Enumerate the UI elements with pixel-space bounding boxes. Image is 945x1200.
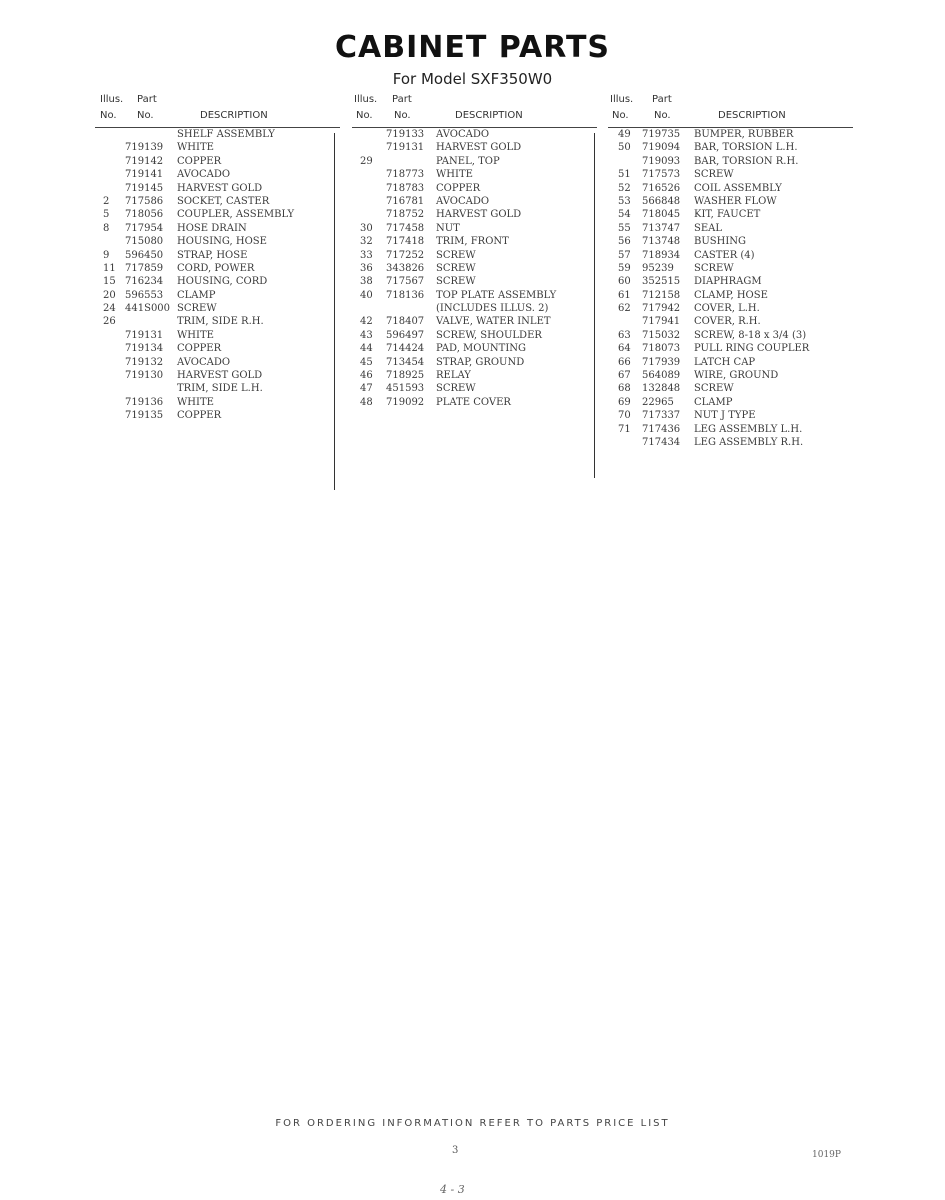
part-description: SCREW bbox=[436, 249, 476, 261]
illus-number: 26 bbox=[103, 316, 116, 328]
part-description: SCREW, SHOULDER bbox=[436, 329, 542, 341]
part-description: KIT, FAUCET bbox=[694, 209, 761, 221]
part-number: 718056 bbox=[125, 209, 164, 221]
part-number: 718925 bbox=[386, 370, 425, 382]
part-description: LATCH CAP bbox=[694, 356, 756, 368]
column-divider bbox=[334, 133, 335, 490]
ordering-note: FOR ORDERING INFORMATION REFER TO PARTS PRICE LIST bbox=[275, 1118, 670, 1129]
part-number: 717337 bbox=[642, 410, 681, 422]
illus-number: 49 bbox=[618, 129, 631, 140]
illus-number: 59 bbox=[618, 262, 631, 274]
part-label: Part bbox=[392, 94, 412, 105]
part-description: (INCLUDES ILLUS. 2) bbox=[436, 303, 549, 315]
model-subtitle: For Model SXF350W0 bbox=[392, 70, 553, 88]
illus-number: 43 bbox=[360, 329, 373, 341]
illus-number: 66 bbox=[618, 356, 631, 368]
part-description: PULL RING COUPLER bbox=[694, 343, 810, 355]
part-description: WHITE bbox=[177, 396, 214, 408]
part-number: 717859 bbox=[125, 262, 164, 274]
part-description: CORD, POWER bbox=[177, 262, 255, 274]
illus-number: 60 bbox=[618, 276, 631, 288]
part-description: COVER, L.H. bbox=[694, 303, 760, 315]
illus-number: 20 bbox=[103, 289, 116, 301]
part-number: 719136 bbox=[125, 396, 164, 408]
illus-number: 64 bbox=[618, 343, 631, 355]
part-number: 713454 bbox=[386, 356, 425, 368]
part-description: AVOCADO bbox=[436, 129, 490, 140]
part-description: WHITE bbox=[177, 142, 214, 154]
description-label: DESCRIPTION bbox=[718, 110, 786, 121]
document-code: 1019P bbox=[812, 1150, 841, 1160]
illus-number: 33 bbox=[360, 249, 373, 261]
part-description: WHITE bbox=[177, 329, 214, 341]
part-number: 717418 bbox=[386, 236, 425, 248]
part-number: 718783 bbox=[386, 182, 425, 194]
part-number: 719093 bbox=[642, 155, 681, 167]
part-number: 719131 bbox=[386, 142, 425, 154]
part-description: TRIM, SIDE R.H. bbox=[177, 316, 264, 328]
part-number: 719134 bbox=[125, 343, 164, 355]
header-rule bbox=[95, 127, 340, 128]
illus-number: 36 bbox=[360, 262, 373, 274]
part-number: 717436 bbox=[642, 423, 681, 435]
part-description: HARVEST GOLD bbox=[436, 142, 522, 154]
part-number: 717573 bbox=[642, 169, 681, 181]
illus-number: 38 bbox=[360, 276, 373, 288]
part-number: 718136 bbox=[386, 289, 425, 301]
illus-number: 42 bbox=[360, 316, 373, 328]
part-number: 719139 bbox=[125, 142, 164, 154]
part-description: SHELF ASSEMBLY bbox=[177, 129, 275, 140]
part-description: BUSHING bbox=[694, 236, 747, 248]
illus-number: 67 bbox=[618, 370, 631, 382]
part-number: 717941 bbox=[642, 316, 681, 328]
part-number: 713747 bbox=[642, 222, 681, 234]
page-number: 3 bbox=[452, 1145, 459, 1156]
column-divider bbox=[594, 133, 595, 478]
part-description: WHITE bbox=[436, 169, 473, 181]
part-number: 717942 bbox=[642, 303, 681, 315]
part-description: COIL ASSEMBLY bbox=[694, 182, 782, 194]
description-label: DESCRIPTION bbox=[200, 110, 268, 121]
illus-no-label: No. bbox=[356, 110, 373, 121]
part-number: 132848 bbox=[642, 383, 681, 395]
illus-number: 5 bbox=[103, 209, 110, 221]
part-description: NUT bbox=[436, 222, 460, 234]
part-description: COPPER bbox=[177, 155, 222, 167]
part-no-label: No. bbox=[394, 110, 411, 121]
part-description: SCREW bbox=[694, 383, 734, 395]
part-number: 719092 bbox=[386, 396, 425, 408]
part-number: 719135 bbox=[125, 410, 164, 422]
part-number: 717434 bbox=[642, 436, 681, 448]
illus-number: 61 bbox=[618, 289, 631, 301]
part-description: RELAY bbox=[436, 370, 471, 382]
illus-number: 50 bbox=[618, 142, 631, 154]
illus-no-label: No. bbox=[612, 110, 629, 121]
illus-label: Illus. bbox=[610, 94, 634, 105]
part-number: 717954 bbox=[125, 222, 164, 234]
illus-number: 63 bbox=[618, 329, 631, 341]
part-description: WASHER FLOW bbox=[694, 195, 777, 207]
handwritten-note: 4 - 3 bbox=[440, 1183, 465, 1196]
illus-number: 55 bbox=[618, 222, 631, 234]
part-number: 596497 bbox=[386, 329, 425, 341]
illus-number: 30 bbox=[360, 222, 373, 234]
part-number: 718073 bbox=[642, 343, 681, 355]
part-description: COPPER bbox=[436, 182, 481, 194]
illus-number: 44 bbox=[360, 343, 373, 355]
illus-number: 68 bbox=[618, 383, 631, 395]
part-description: SCREW bbox=[177, 303, 217, 315]
illus-number: 47 bbox=[360, 383, 373, 395]
part-description: AVOCADO bbox=[436, 195, 490, 207]
header-rule bbox=[608, 127, 853, 128]
part-no-label: No. bbox=[137, 110, 154, 121]
part-description: STRAP, HOSE bbox=[177, 249, 248, 261]
header-rule bbox=[352, 127, 597, 128]
part-description: PLATE COVER bbox=[436, 396, 511, 408]
part-description: SCREW bbox=[694, 262, 734, 274]
part-description: AVOCADO bbox=[177, 169, 231, 181]
part-description: BUMPER, RUBBER bbox=[694, 129, 794, 140]
part-description: HARVEST GOLD bbox=[177, 182, 263, 194]
part-description: VALVE, WATER INLET bbox=[436, 316, 551, 328]
part-description: TOP PLATE ASSEMBLY bbox=[436, 289, 557, 301]
illus-number: 32 bbox=[360, 236, 373, 248]
part-number: 717586 bbox=[125, 195, 164, 207]
part-number: 718752 bbox=[386, 209, 425, 221]
part-number: 719133 bbox=[386, 129, 425, 140]
part-description: HOUSING, CORD bbox=[177, 276, 268, 288]
part-description: PANEL, TOP bbox=[436, 155, 500, 167]
part-number: 566848 bbox=[642, 195, 681, 207]
part-number: 718045 bbox=[642, 209, 681, 221]
part-label: Part bbox=[652, 94, 672, 105]
part-number: 718407 bbox=[386, 316, 425, 328]
illus-number: 45 bbox=[360, 356, 373, 368]
illus-number: 51 bbox=[618, 169, 631, 181]
part-number: 719141 bbox=[125, 169, 164, 181]
part-number: 717567 bbox=[386, 276, 425, 288]
part-number: 343826 bbox=[386, 262, 425, 274]
illus-number: 29 bbox=[360, 155, 373, 167]
illus-number: 71 bbox=[618, 423, 631, 435]
illus-number: 57 bbox=[618, 249, 631, 261]
part-description: TRIM, SIDE L.H. bbox=[177, 383, 263, 395]
part-description: HOUSING, HOSE bbox=[177, 236, 267, 248]
illus-number: 24 bbox=[103, 303, 116, 315]
part-description: SEAL bbox=[694, 222, 723, 234]
part-number: 719130 bbox=[125, 370, 164, 382]
part-number: 596450 bbox=[125, 249, 164, 261]
part-description: PAD, MOUNTING bbox=[436, 343, 527, 355]
part-description: CLAMP, HOSE bbox=[694, 289, 768, 301]
illus-number: 69 bbox=[618, 396, 631, 408]
part-description: SOCKET, CASTER bbox=[177, 195, 270, 207]
illus-number: 40 bbox=[360, 289, 373, 301]
part-number: 719142 bbox=[125, 155, 164, 167]
part-description: AVOCADO bbox=[177, 356, 231, 368]
part-description: HARVEST GOLD bbox=[177, 370, 263, 382]
part-number: 719132 bbox=[125, 356, 164, 368]
part-number: 716234 bbox=[125, 276, 164, 288]
part-description: SCREW bbox=[694, 169, 734, 181]
illus-number: 46 bbox=[360, 370, 373, 382]
illus-number: 8 bbox=[103, 222, 110, 234]
part-description: HOSE DRAIN bbox=[177, 222, 247, 234]
part-description: SCREW bbox=[436, 262, 476, 274]
part-number: 717939 bbox=[642, 356, 681, 368]
illus-number: 52 bbox=[618, 182, 631, 194]
part-description: LEG ASSEMBLY R.H. bbox=[694, 436, 804, 448]
part-number: 95239 bbox=[642, 262, 674, 274]
illus-label: Illus. bbox=[354, 94, 378, 105]
part-label: Part bbox=[137, 94, 157, 105]
part-description: CLAMP bbox=[694, 396, 733, 408]
part-description: COPPER bbox=[177, 343, 222, 355]
part-description: DIAPHRAGM bbox=[694, 276, 762, 288]
part-number: 713748 bbox=[642, 236, 681, 248]
part-number: 712158 bbox=[642, 289, 681, 301]
part-description: BAR, TORSION R.H. bbox=[694, 155, 799, 167]
illus-number: 53 bbox=[618, 195, 631, 207]
illus-no-label: No. bbox=[100, 110, 117, 121]
illus-number: 54 bbox=[618, 209, 631, 221]
part-number: 22965 bbox=[642, 396, 674, 408]
illus-label: Illus. bbox=[100, 94, 124, 105]
description-label: DESCRIPTION bbox=[455, 110, 523, 121]
part-description: NUT J TYPE bbox=[694, 410, 756, 422]
part-description: WIRE, GROUND bbox=[694, 370, 779, 382]
part-no-label: No. bbox=[654, 110, 671, 121]
part-description: SCREW bbox=[436, 276, 476, 288]
part-description: LEG ASSEMBLY L.H. bbox=[694, 423, 803, 435]
part-number: 717458 bbox=[386, 222, 425, 234]
part-description: COVER, R.H. bbox=[694, 316, 761, 328]
part-number: 441S000 bbox=[125, 303, 171, 315]
illus-number: 11 bbox=[103, 262, 116, 274]
part-number: 718934 bbox=[642, 249, 681, 261]
part-number: 717252 bbox=[386, 249, 425, 261]
illus-number: 70 bbox=[618, 410, 631, 422]
part-number: 719094 bbox=[642, 142, 681, 154]
illus-number: 48 bbox=[360, 396, 373, 408]
part-number: 719735 bbox=[642, 129, 681, 140]
part-number: 714424 bbox=[386, 343, 425, 355]
part-number: 715032 bbox=[642, 329, 681, 341]
part-number: 596553 bbox=[125, 289, 164, 301]
part-number: 716526 bbox=[642, 182, 681, 194]
illus-number: 15 bbox=[103, 276, 116, 288]
illus-number: 56 bbox=[618, 236, 631, 248]
part-number: 451593 bbox=[386, 383, 425, 395]
part-number: 718773 bbox=[386, 169, 425, 181]
part-description: CASTER (4) bbox=[694, 249, 755, 261]
part-description: STRAP, GROUND bbox=[436, 356, 525, 368]
part-number: 564089 bbox=[642, 370, 681, 382]
part-description: COPPER bbox=[177, 410, 222, 422]
part-description: SCREW bbox=[436, 383, 476, 395]
part-description: TRIM, FRONT bbox=[436, 236, 509, 248]
part-description: COUPLER, ASSEMBLY bbox=[177, 209, 295, 221]
part-number: 352515 bbox=[642, 276, 681, 288]
part-number: 719131 bbox=[125, 329, 164, 341]
illus-number: 2 bbox=[103, 195, 110, 207]
part-description: BAR, TORSION L.H. bbox=[694, 142, 798, 154]
part-description: SCREW, 8-18 x 3/4 (3) bbox=[694, 329, 807, 341]
part-description: HARVEST GOLD bbox=[436, 209, 522, 221]
illus-number: 9 bbox=[103, 249, 110, 261]
part-description: CLAMP bbox=[177, 289, 216, 301]
part-number: 715080 bbox=[125, 236, 164, 248]
illus-number: 62 bbox=[618, 303, 631, 315]
part-number: 719145 bbox=[125, 182, 164, 194]
part-number: 716781 bbox=[386, 195, 425, 207]
page-title: CABINET PARTS bbox=[334, 30, 611, 65]
